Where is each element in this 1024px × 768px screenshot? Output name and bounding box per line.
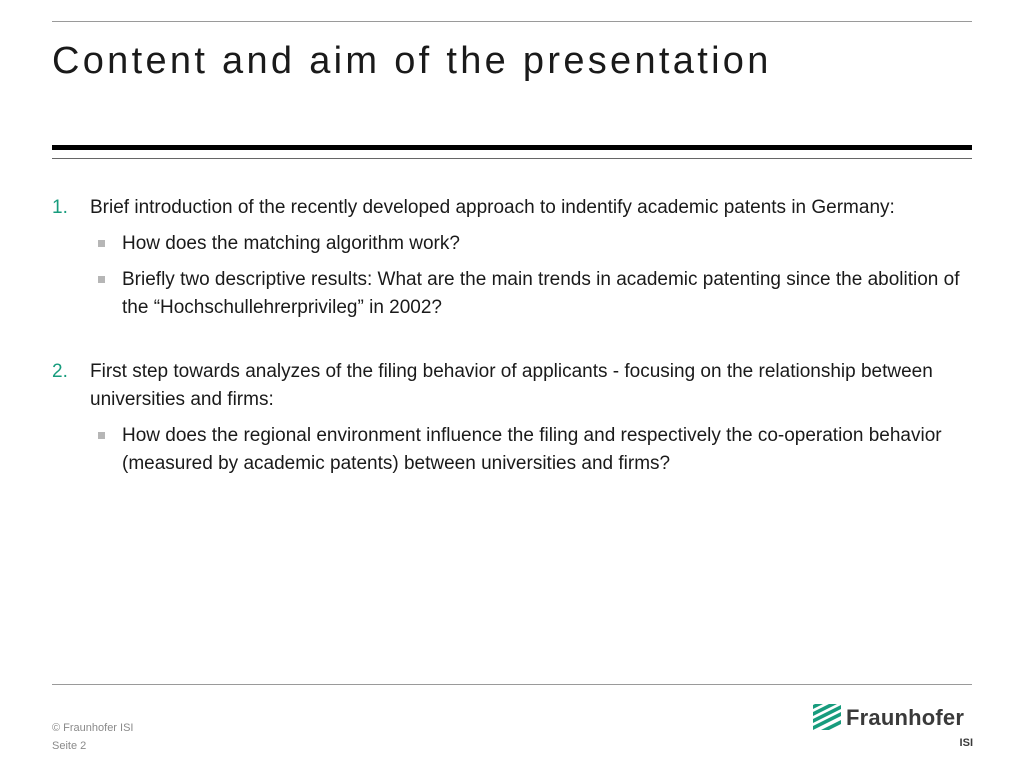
sub-item-text: How does the matching algorithm work? xyxy=(122,233,460,254)
list-item-2 xyxy=(52,358,976,478)
list-item-1 xyxy=(52,194,976,322)
item-number: 1. xyxy=(52,197,68,218)
slide-content xyxy=(52,194,976,478)
item-number: 2. xyxy=(52,361,68,382)
fraunhofer-stripes-icon xyxy=(813,704,841,730)
slide-title: Content and aim of the presentation xyxy=(52,40,772,82)
fraunhofer-logo xyxy=(813,704,973,750)
title-underline-thin xyxy=(52,158,972,159)
logo-sub: ISI xyxy=(959,737,973,749)
footer-rule xyxy=(52,684,972,685)
sub-item-text: Briefly two descriptive results: What are the main trends in academic patenting since the abolition of the “Hochschullehrerprivileg” in 2002? xyxy=(122,269,960,318)
logo-name: Fraunhofer xyxy=(846,705,965,730)
sub-list xyxy=(90,230,976,322)
footer-copyright: © Fraunhofer ISI xyxy=(52,722,134,734)
title-underline-thick xyxy=(52,145,972,150)
item-text: Brief introduction of the recently developed approach to indentify academic patents in Germany: xyxy=(90,197,895,218)
sub-item xyxy=(90,230,976,258)
square-bullet-icon xyxy=(98,432,105,439)
sub-item xyxy=(90,422,976,478)
sub-list xyxy=(90,422,976,478)
sub-item xyxy=(90,266,976,322)
square-bullet-icon xyxy=(98,240,105,247)
top-rule xyxy=(52,21,972,22)
square-bullet-icon xyxy=(98,276,105,283)
item-text: First step towards analyzes of the filing behavior of applicants - focusing on the relationship between universities and firms: xyxy=(90,361,933,410)
sub-item-text: How does the regional environment influence the filing and respectively the co-operation behavior (measured by academic patents) between universities and firms? xyxy=(122,425,942,474)
footer-page-number: Seite 2 xyxy=(52,740,87,752)
